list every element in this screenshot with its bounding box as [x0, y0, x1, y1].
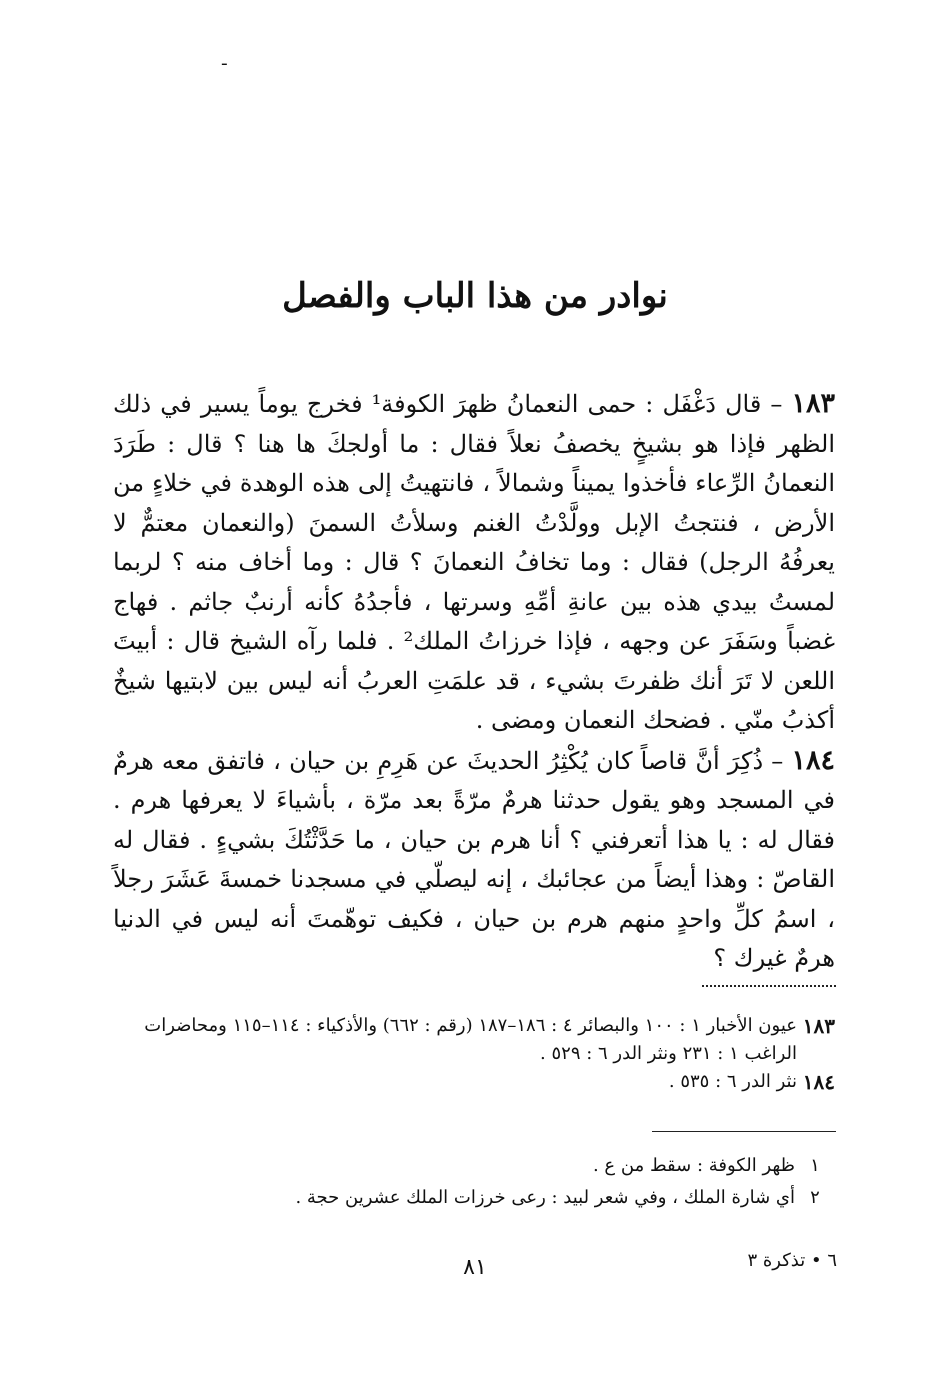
source-number: ١٨٤ [802, 1070, 835, 1094]
source-text: عيون الأخبار ١ : ١٠٠ والبصائر ٤ : ١٨٦–١٨٧ (رقم : ٦٦٢) والأذكياء : ١١٤–١١٥ ومحاضرات الراغب ١ : ٢٣١ ونثر الدر ٦ : ٥٢٩ . [144, 1015, 797, 1064]
entry-184 [113, 741, 835, 979]
page-number: ٨١ [463, 1255, 487, 1280]
entry-number: ١٨٣ [791, 388, 835, 419]
entry-text: – ذُكِرَ أنَّ قاصاً كان يُكْثِرُ الحديثَ عن هَرِمِ بن حيان ، فاتفق معه هرمٌ في المسجد وهو يقول حدثنا هرمٌ مرّةً بعد مرّة ، بأشياءَ لا يعرفها هرم . فقال له : يا هذا أتعرفني ؟ أنا هرم بن حيان ، ما حَدَّثْتُكَ بشيءٍ . فقال له القاصّ : وهذا أيضاً من عجائبك ، إنه ليصلّي في مسجدنا خمسةَ عَشَرَ رجلاً ، اسمُ كلِّ واحدٍ منهم هرم بن حيان ، فكيف توهّمتَ أنه ليس في الدنيا هرمٌ غيرك ؟ [113, 746, 835, 972]
entry-183 [113, 384, 835, 741]
source-text: نثر الدر ٦ : ٥٣٥ . [668, 1071, 797, 1092]
source-references [113, 1012, 835, 1096]
entry-number: ١٨٤ [791, 744, 835, 776]
source-number: ١٨٣ [802, 1014, 835, 1038]
footnote-separator [652, 1131, 836, 1132]
entry-text: – قال دَغْفَل : حمى النعمانُ ظهرَ الكوفة¹ فخرج يوماً يسير في ذلك الظهر فإذا هو بشيخٍ يخصفُ نعلاً فقال : ما أولجكَ ها هنا ؟ قال : طَرَدَ النعمانُ الرِّعاء فأخذوا يميناً وشمالاً ، فانتهيتُ إلى هذه الوهدة في خلاءٍ من الأرض ، فنتجتُ الإبل وولَّدْتُ الغنم وسلأتُ السمنَ (والنعمان معتمٌّ لا يعرفُهُ الرجل) فقال : وما تخافُ النعمانَ ؟ قال : وما أخاف منه ؟ لربما لمستُ بيدي هذه بين عانةِ أمِّهِ وسرتها ، فأجدُهُ كأنه أرنبٌ جاثم . فهاج غضباً وسَفَرَ عن وجهه ، فإذا خرزاتُ الملك² . فلما رآه الشيخ قال : أبيتَ اللعن لا تَرَ أنك ظفرتَ بشيء ، قد علمَتِ العربُ أنه ليس بين لابتيها شيخٌ أكذبُ منّي . فضحك النعمان ومضى . [113, 390, 836, 734]
printer-signature: ٦ • تذكرة ٣ [747, 1250, 837, 1271]
source-row [113, 1012, 835, 1068]
dotted-separator [702, 985, 836, 987]
corner-mark: ـ [222, 50, 227, 69]
footnote-text: ظهر الكوفة : سقط من ع . [592, 1155, 795, 1176]
footnote-text: أي شارة الملك ، وفي شعر لبيد : رعى خرزات الملك عشرين حجة . [295, 1187, 795, 1208]
main-text [113, 384, 835, 979]
footnote-number: ٢ [810, 1187, 820, 1208]
footnote [113, 1182, 835, 1214]
footnote [113, 1150, 835, 1182]
footnotes [113, 1150, 835, 1214]
footnote-number: ١ [810, 1155, 820, 1176]
source-row [113, 1068, 835, 1096]
section-title: نوادر من هذا الباب والفصل [282, 276, 668, 316]
